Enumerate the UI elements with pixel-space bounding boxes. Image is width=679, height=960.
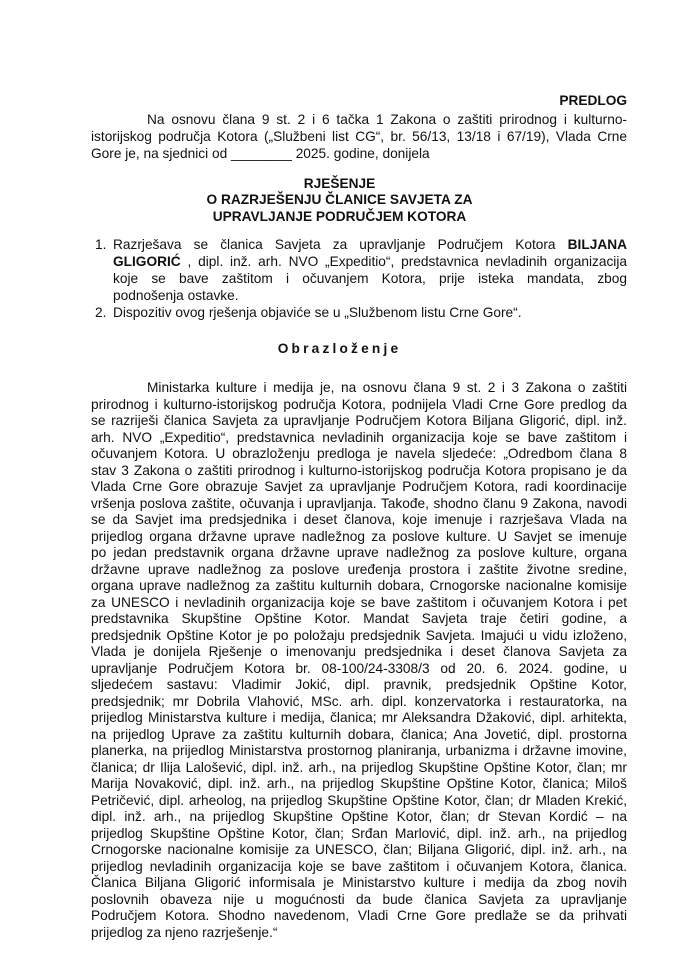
text-line: prijedlog Skupštine Opštine Kotor, član; Srđan Marlović, dipl. inž. arh., na prijedlog <box>91 825 627 841</box>
text-line: predsjednik; mr Dobrila Vlahović, MSc. arh. dipl. konzervatorka i restauratorka, na <box>91 693 627 709</box>
text-line: istorijskog područja Kotora („Službeni list CG“, br. 56/13, 13/18 i 67/19), Vlada Crne <box>91 129 627 144</box>
text-line: Marija Novaković, dipl. inž. arh., na prijedlog Skupštine Opštine Kotor, članica; Miloš <box>91 776 627 791</box>
item-text: Dispozitiv ovog rješenja objaviće se u „Službenom listu Crne Gore“. <box>113 305 522 320</box>
bold-name: BILJANA <box>567 237 627 252</box>
text-line: za UNESCO i nevladinih organizacija koje se bave zaštitom i očuvanjem Kotora i pet <box>91 594 627 610</box>
item-line <box>113 304 627 321</box>
text-line: po jedan predstavnik organa državne uprave nadležnog za poslove kulture, organa <box>91 545 627 560</box>
item-line <box>113 253 627 270</box>
text-line: prijedlog Ministarstva kulture i medija, članica; mr Aleksandra Džaković, dipl. arhitekta, <box>91 710 627 725</box>
text-line: predsjednik Opštine Kotor je po položaju predsjednik Savjeta. Imajući u vidu izloženo, <box>91 627 627 643</box>
text-line: Petričević, dipl. arheolog, na prijedlog Skupštine Opštine Kotor, član; dr Mladen Krekić, <box>91 792 627 808</box>
decision-subtitle-1: O RAZRJEŠENJU ČLANICE SAVJETA ZA <box>206 192 473 207</box>
bold-name: GLIGORIĆ <box>113 254 181 269</box>
text-line: se razriješi članica Savjeta za upravljanje Područjem Kotora Biljana Gligorić, dipl. inž. <box>91 413 627 428</box>
text-line: poslovnih obaveza nije u mogućnosti da bude članica Savjeta za upravljanje <box>91 891 627 907</box>
text-line: državne uprave nadležnog za poslove uređenja prostora i zaštite životne sredine, <box>91 561 627 577</box>
decision-subtitle-2: UPRAVLJANJE PODRUČJEM KOTORA <box>212 209 467 224</box>
text-line: prijedlog za njeno razrješenje.“ <box>91 924 278 940</box>
text-line: stav 3 Zakona o zaštiti prirodnog i kulturno-istorijskog područja Kotora propisano je da <box>91 462 627 478</box>
text-line: arh. NVO „Expeditio“, predstavnica nevladinih organizacija koje se bave zaštitom i <box>91 429 627 445</box>
text-line: planerka, na prijedlog Ministarstva prostornog planiranja, urbanizma i državne imovine, <box>91 743 627 758</box>
text-line: Područjem Kotora. Shodno navedenom, Vladi Crne Gore predlaže se da prihvati <box>91 908 627 923</box>
item-line <box>113 287 627 304</box>
text-line: očuvanjem Kotora. U obrazloženju predloga je navela sljedeće: „Odredbom člana 8 <box>91 446 627 461</box>
explanation-heading: Obrazloženje <box>277 341 402 356</box>
text-line: upravljanje Područjem Kotora br. 08-100/24-3308/3 od 20. 6. 2024. godine, u <box>91 660 627 676</box>
text-line: se da Savjet ima predsjednika i deset članova, koje imenuje i razrješava Vlada na <box>91 512 627 527</box>
text-line: organa uprave nadležnog za zaštitu kulturnih dobara, Crnogorske nacionalne komisije <box>91 578 627 593</box>
text-line: prijedlog nevladinih organizacija koje se bave zaštitom i očuvanjem Kotora, članica. <box>91 858 627 874</box>
text-line: Članica Biljana Gligorić informisala je Ministarstvo kulture i medija da zbog novih <box>91 875 627 890</box>
text-line: Vlada Crne Gore obrazuje Savjet za upravljanje Područjem Kotora, radi koordinacije <box>91 479 627 494</box>
text-line: Ministarka kulture i medija je, na osnovu člana 9 st. 2 i 3 Zakona o zaštiti <box>147 380 627 395</box>
proposal-label: PREDLOG <box>559 93 627 108</box>
text-line: prirodnog i kulturno-istorijskog područja Kotora, podnijela Vladi Crne Gore predlog da <box>91 396 627 412</box>
text-line: Gore je, na sjednici od ________ 2025. godine, donijela <box>91 146 430 161</box>
text-line: članica; dr Ilija Lalošević, dipl. inž. arh., na prijedlog Skupštine Opštine Kotor, član; mr <box>91 759 627 775</box>
item-line <box>113 236 627 253</box>
item-text: , dipl. inž. arh. NVO „Expeditio“, predstavnica nevladinih organizacija <box>187 254 627 269</box>
item-number: 2. <box>95 305 107 320</box>
text-line: predstavnika Skupštine Opštine Kotor. Mandat Savjeta traje četiri godine, a <box>91 611 627 626</box>
text-line: Crnogorske nacionalne komisije za UNESCO, član; Biljana Gligorić, dipl. inž. arh., na <box>91 842 627 857</box>
item-number: 1. <box>95 237 107 252</box>
text-line: Vlada je donijela Rješenje o imenovanju predsjednika i deset članova Savjeta za <box>91 644 627 659</box>
item-text: Razrješava se članica Savjeta za upravljanje Područjem Kotora <box>113 237 568 252</box>
item-text: podnošenja ostavke. <box>113 288 239 303</box>
text-line: prijedlog organa državne uprave nadležnog za poslove kulture. U Savjet se imenuje <box>91 528 627 544</box>
text-line: na prijedlog Uprave za zaštitu kulturnih dobara, članica; Ana Jovetić, dipl. prostorna <box>91 726 627 742</box>
item-line <box>113 270 627 287</box>
text-line: sljedećem sastavu: Vladimir Jokić, dipl. pravnik, predsjednik Opštine Kotor, <box>91 677 627 692</box>
item-text: koje se bave zaštitom i očuvanjem Kotora, prije isteka mandata, zbog <box>113 271 627 286</box>
text-line: vršenja poslova zaštite, očuvanja i upravljanja. Takođe, shodno članu 9 Zakona, navodi <box>91 495 627 511</box>
text-line: dipl. inž. arh., na prijedlog Skupštine Opštine Kotor, član; dr Stevan Kordić – na <box>91 809 627 824</box>
decision-title: RJEŠENJE <box>303 176 376 191</box>
text-line: Na osnovu člana 9 st. 2 i 6 tačka 1 Zakona o zaštiti prirodnog i kulturno- <box>147 112 627 127</box>
